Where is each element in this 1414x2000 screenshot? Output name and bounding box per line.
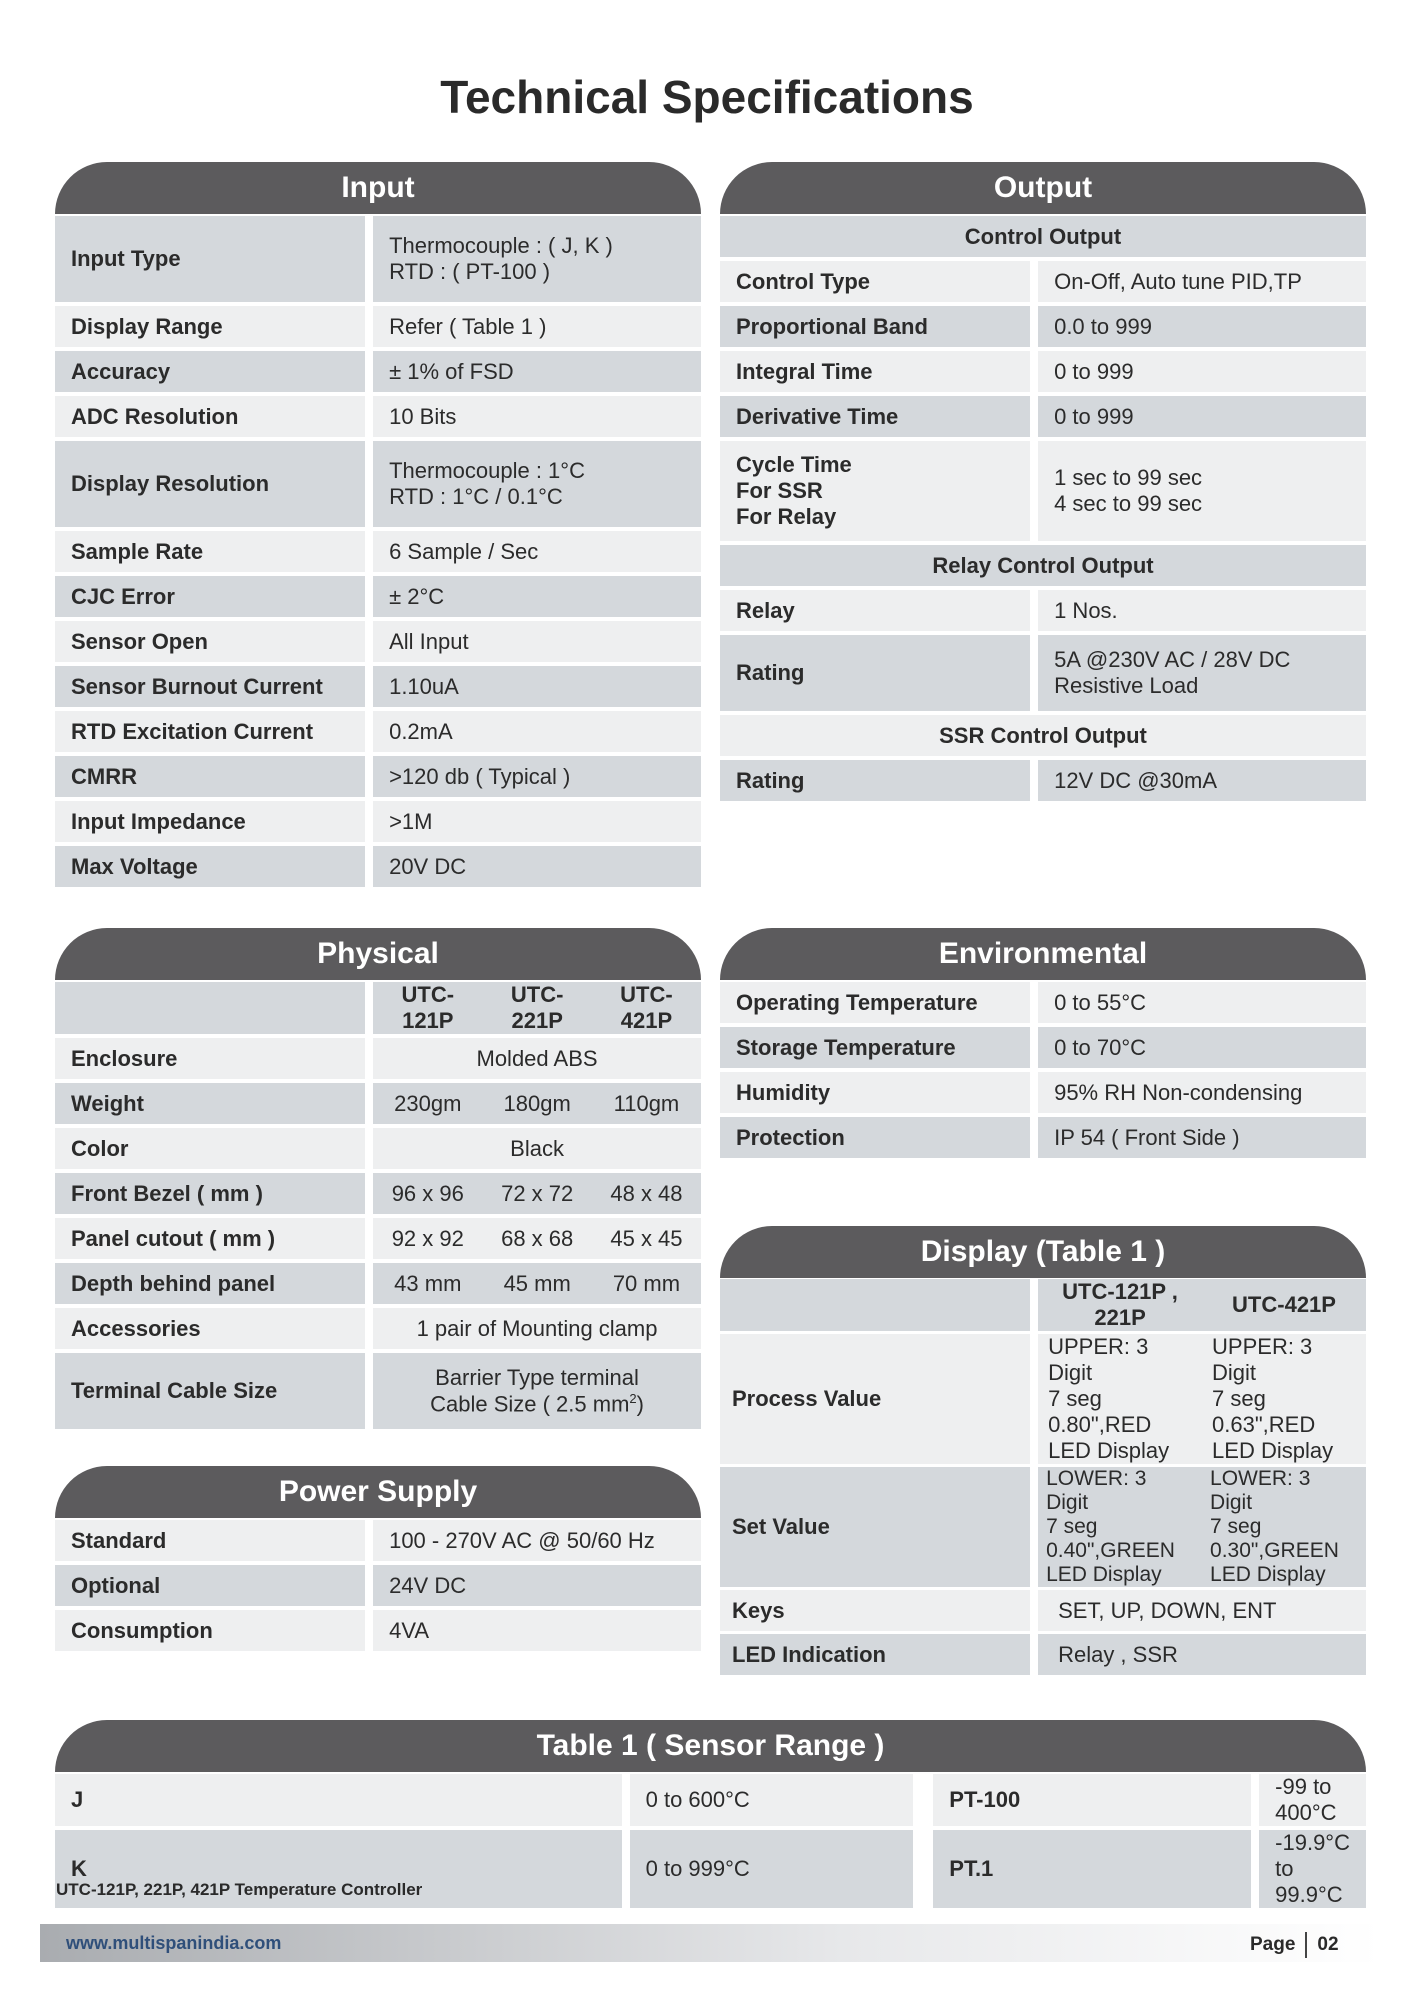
table-row (720, 261, 1366, 302)
row-value: 1 Nos. (1030, 590, 1366, 631)
row-value: >120 db ( Typical ) (365, 756, 701, 797)
page-label: Page (1250, 1934, 1296, 1956)
model-header: UTC-221P (482, 982, 591, 1034)
row-label: Integral Time (720, 351, 1030, 392)
table-row (55, 1610, 701, 1651)
table-row (55, 1353, 701, 1429)
row-label: J (55, 1774, 622, 1826)
table-row (720, 545, 1366, 586)
page-indicator (1250, 1932, 1339, 1958)
display-col-header: UTC-421P (1202, 1279, 1366, 1331)
row-value: 0 to 600°C (622, 1774, 914, 1826)
table-row (55, 801, 701, 842)
power-panel (55, 1466, 701, 1655)
physical-table (55, 978, 701, 1433)
row-label: Operating Temperature (720, 982, 1030, 1023)
table-row (720, 1072, 1366, 1113)
product-note: UTC-121P, 221P, 421P Temperature Controller (56, 1880, 423, 1899)
row-value: 43 mm (365, 1263, 482, 1304)
row-label: Rating (720, 635, 1030, 711)
row-value: 180gm (482, 1083, 591, 1124)
input-table (55, 212, 701, 891)
row-value: On-Off, Auto tune PID,TP (1030, 261, 1366, 302)
row-label: Max Voltage (55, 846, 365, 887)
table-row (55, 1520, 701, 1561)
row-value: Refer ( Table 1 ) (365, 306, 701, 347)
table-row (55, 1565, 701, 1606)
header-blank (720, 1279, 1030, 1331)
model-header: UTC-421P (592, 982, 701, 1034)
page-divider (1305, 1932, 1307, 1958)
table-row (720, 760, 1366, 801)
row-value: LOWER: 3 Digit 7 seg 0.30",GREEN LED Display (1202, 1467, 1366, 1587)
output-panel (720, 162, 1366, 805)
physical-panel (55, 928, 701, 1433)
table-row (720, 635, 1366, 711)
row-value: >1M (365, 801, 701, 842)
row-label: Consumption (55, 1610, 365, 1651)
row-label: Standard (55, 1520, 365, 1561)
row-value: 10 Bits (365, 396, 701, 437)
row-label: Display Resolution (55, 441, 365, 527)
row-value: 92 x 92 (365, 1218, 482, 1259)
table-row (720, 1279, 1366, 1331)
table-row (720, 216, 1366, 257)
table-row (720, 1634, 1366, 1675)
row-value: 72 x 72 (482, 1173, 591, 1214)
header-blank (55, 982, 365, 1034)
table-row (720, 441, 1366, 541)
row-value: 1 pair of Mounting clamp (365, 1308, 701, 1349)
row-value: 24V DC (365, 1565, 701, 1606)
row-value: 5A @230V AC / 28V DC Resistive Load (1030, 635, 1366, 711)
section-subheading: Control Output (720, 216, 1366, 257)
row-label: Relay (720, 590, 1030, 631)
table-row (55, 666, 701, 707)
table-row (55, 351, 701, 392)
row-label: Sample Rate (55, 531, 365, 572)
row-label: Front Bezel ( mm ) (55, 1173, 365, 1214)
row-value: 0 to 70°C (1030, 1027, 1366, 1068)
table-row (55, 1218, 701, 1259)
table-row (55, 531, 701, 572)
row-label: Optional (55, 1565, 365, 1606)
section-subheading: Relay Control Output (720, 545, 1366, 586)
row-value: Relay , SSR (1030, 1634, 1366, 1675)
row-value: 12V DC @30mA (1030, 760, 1366, 801)
power-heading: Power Supply (55, 1466, 701, 1518)
table-row (720, 396, 1366, 437)
row-label: Input Type (55, 216, 365, 302)
row-value: 96 x 96 (365, 1173, 482, 1214)
physical-heading: Physical (55, 928, 701, 980)
row-value: SET, UP, DOWN, ENT (1030, 1590, 1366, 1631)
table-row (720, 1334, 1366, 1464)
row-label: Proportional Band (720, 306, 1030, 347)
row-label: PT-100 (913, 1774, 1251, 1826)
table-row (55, 1173, 701, 1214)
row-label: LED Indication (720, 1634, 1030, 1675)
row-value: 100 - 270V AC @ 50/60 Hz (365, 1520, 701, 1561)
table-row (55, 306, 701, 347)
table-row (55, 846, 701, 887)
table-row (55, 711, 701, 752)
table-row (55, 982, 701, 1034)
row-value: ± 1% of FSD (365, 351, 701, 392)
row-value: -19.9°C to 99.9°C (1251, 1830, 1366, 1908)
row-label: Weight (55, 1083, 365, 1124)
row-label: Display Range (55, 306, 365, 347)
table-row (55, 216, 701, 302)
row-value: 6 Sample / Sec (365, 531, 701, 572)
row-label: Control Type (720, 261, 1030, 302)
row-label: Color (55, 1128, 365, 1169)
row-label: Humidity (720, 1072, 1030, 1113)
table-row (720, 1117, 1366, 1158)
table-row (720, 1027, 1366, 1068)
input-panel (55, 162, 701, 891)
table-row (720, 715, 1366, 756)
sensor-range-heading: Table 1 ( Sensor Range ) (55, 1720, 1366, 1772)
row-label: PT.1 (913, 1830, 1251, 1908)
row-label: ADC Resolution (55, 396, 365, 437)
row-value: 20V DC (365, 846, 701, 887)
table-row (55, 441, 701, 527)
row-value: Thermocouple : ( J, K ) RTD : ( PT-100 ) (365, 216, 701, 302)
table-row (55, 1128, 701, 1169)
table-row (55, 621, 701, 662)
row-value: All Input (365, 621, 701, 662)
output-table (720, 212, 1366, 805)
row-value: 45 x 45 (592, 1218, 701, 1259)
table-row (720, 590, 1366, 631)
power-table (55, 1516, 701, 1655)
model-header: UTC-121P (365, 982, 482, 1034)
row-value: 4VA (365, 1610, 701, 1651)
table-row (720, 1590, 1366, 1631)
row-value: 0.0 to 999 (1030, 306, 1366, 347)
row-value: 1 sec to 99 sec 4 sec to 99 sec (1030, 441, 1366, 541)
output-heading: Output (720, 162, 1366, 214)
table-row (55, 1263, 701, 1304)
row-value: 230gm (365, 1083, 482, 1124)
display-table (720, 1276, 1366, 1678)
website-link[interactable]: www.multispanindia.com (66, 1933, 282, 1953)
table-row (720, 351, 1366, 392)
row-label: Accessories (55, 1308, 365, 1349)
row-label: Enclosure (55, 1038, 365, 1079)
row-label: Process Value (720, 1334, 1030, 1464)
row-value: 0.2mA (365, 711, 701, 752)
table-row (55, 1038, 701, 1079)
row-label: Keys (720, 1590, 1030, 1631)
row-label: Storage Temperature (720, 1027, 1030, 1068)
table-row (55, 396, 701, 437)
row-value: ± 2°C (365, 576, 701, 617)
row-label: Set Value (720, 1467, 1030, 1587)
row-label: CMRR (55, 756, 365, 797)
row-label: Cycle Time For SSR For Relay (720, 441, 1030, 541)
table-row (55, 1308, 701, 1349)
section-subheading: SSR Control Output (720, 715, 1366, 756)
environmental-panel (720, 928, 1366, 1162)
row-value: LOWER: 3 Digit 7 seg 0.40",GREEN LED Display (1030, 1467, 1202, 1587)
row-value: -99 to 400°C (1251, 1774, 1366, 1826)
row-value: 0 to 999°C (622, 1830, 914, 1908)
table-row (55, 1774, 1366, 1826)
row-label: Accuracy (55, 351, 365, 392)
display-panel (720, 1226, 1366, 1678)
row-label: Protection (720, 1117, 1030, 1158)
row-value: 0 to 999 (1030, 351, 1366, 392)
row-label: K (55, 1830, 622, 1908)
row-label: Terminal Cable Size (55, 1353, 365, 1429)
row-label: Sensor Open (55, 621, 365, 662)
row-label: Derivative Time (720, 396, 1030, 437)
row-label: RTD Excitation Current (55, 711, 365, 752)
row-value: 45 mm (482, 1263, 591, 1304)
table-row (55, 576, 701, 617)
row-value: UPPER: 3 Digit 7 seg 0.63",RED LED Display (1202, 1334, 1366, 1464)
row-label: CJC Error (55, 576, 365, 617)
table-row (720, 1467, 1366, 1587)
row-value: 95% RH Non-condensing (1030, 1072, 1366, 1113)
row-value: 70 mm (592, 1263, 701, 1304)
row-label: Input Impedance (55, 801, 365, 842)
row-value: Molded ABS (365, 1038, 701, 1079)
row-value: 68 x 68 (482, 1218, 591, 1259)
row-label: Sensor Burnout Current (55, 666, 365, 707)
display-heading: Display (Table 1 ) (720, 1226, 1366, 1278)
environmental-heading: Environmental (720, 928, 1366, 980)
row-label: Panel cutout ( mm ) (55, 1218, 365, 1259)
row-value: 0 to 999 (1030, 396, 1366, 437)
input-heading: Input (55, 162, 701, 214)
row-value: Black (365, 1128, 701, 1169)
row-value: 0 to 55°C (1030, 982, 1366, 1023)
row-value: 110gm (592, 1083, 701, 1124)
row-value: UPPER: 3 Digit 7 seg 0.80",RED LED Display (1030, 1334, 1202, 1464)
row-value: Barrier Type terminal Cable Size ( 2.5 $mm^2$) (365, 1353, 701, 1429)
row-value: IP 54 ( Front Side ) (1030, 1117, 1366, 1158)
environmental-table (720, 978, 1366, 1162)
page-title: Technical Specifications (440, 71, 974, 123)
table-row (55, 756, 701, 797)
row-value: 1.10uA (365, 666, 701, 707)
row-label: Rating (720, 760, 1030, 801)
page-number: 02 (1317, 1934, 1339, 1956)
row-label: Depth behind panel (55, 1263, 365, 1304)
display-col-header: UTC-121P , 221P (1030, 1279, 1202, 1331)
table-row (720, 306, 1366, 347)
table-row (55, 1083, 701, 1124)
row-value: 48 x 48 (592, 1173, 701, 1214)
row-value: Thermocouple : 1°C RTD : 1°C / 0.1°C (365, 441, 701, 527)
table-row (720, 982, 1366, 1023)
